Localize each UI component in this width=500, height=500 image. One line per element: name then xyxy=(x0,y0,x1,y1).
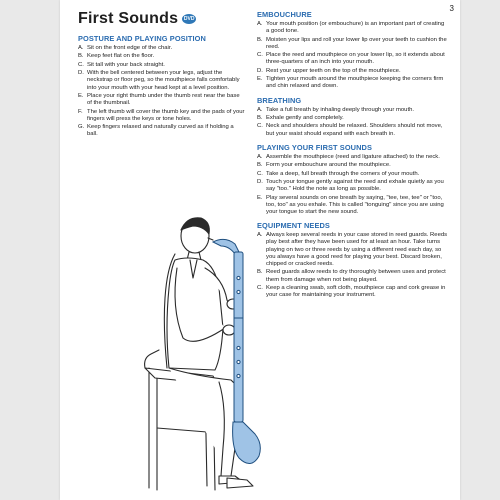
item-letter: F. xyxy=(78,108,83,115)
list-item xyxy=(257,123,449,137)
list-item xyxy=(257,21,449,35)
title-row xyxy=(78,10,196,28)
list-item xyxy=(78,93,246,107)
item-text: Sit on the front edge of the chair. xyxy=(87,45,173,51)
item-text: Rest your upper teeth on the top of the mouthpiece. xyxy=(266,67,401,74)
item-text: Always keep several reeds in your case stored in reed guards. Reeds play best after they have been used for at least an hour. Take turns playing on two or three reeds by using a different reed each day, so you always have a good reed for playing your best. Discard broken, chipped or cracked reeds. xyxy=(266,232,448,267)
item-text: Take a full breath by inhaling deeply through your mouth. xyxy=(266,106,415,113)
item-text: Place your right thumb under the thumb rest near the base of the thumbnail. xyxy=(87,92,240,107)
instruction-list xyxy=(257,232,449,299)
list-item xyxy=(257,68,449,75)
item-letter: G. xyxy=(78,124,85,131)
item-letter: D. xyxy=(257,178,263,185)
list-item xyxy=(257,52,449,66)
list-item xyxy=(78,109,246,123)
right-column xyxy=(257,10,449,304)
section xyxy=(257,10,449,91)
item-text: Tighten your mouth around the mouthpiece keeping the corners firm and chin relaxed and down. xyxy=(266,76,444,90)
item-letter: E. xyxy=(257,76,263,83)
item-text: Sit tall with your back straight. xyxy=(87,61,165,68)
item-letter: C. xyxy=(257,123,263,130)
item-letter: B. xyxy=(257,36,263,43)
list-item xyxy=(257,269,449,283)
page-number: 3 xyxy=(449,4,454,13)
item-text: Keep feet flat on the floor. xyxy=(87,53,155,60)
left-column xyxy=(78,34,246,144)
item-letter: D. xyxy=(78,70,84,77)
item-letter: D. xyxy=(257,67,263,74)
instruction-list xyxy=(257,107,449,138)
section xyxy=(257,221,449,299)
list-item xyxy=(257,195,449,217)
item-letter: B. xyxy=(78,53,84,60)
instruction-list xyxy=(257,154,449,216)
instruction-list xyxy=(78,45,246,139)
item-text: Moisten your lips and roll your lower lip over your teeth to cushion the reed. xyxy=(266,36,447,50)
list-item xyxy=(78,70,246,92)
item-letter: C. xyxy=(257,170,263,177)
list-item xyxy=(257,179,449,193)
list-item xyxy=(257,171,449,178)
list-item xyxy=(78,45,246,52)
item-text: With the bell centered between your legs, adjust the neckstrap or floor peg, so the mouthpiece falls comfortably into your mouth with your head kept at a level position. xyxy=(87,70,240,91)
item-text: Keep fingers relaxed and naturally curved as if holding a ball. xyxy=(87,124,234,138)
item-letter: C. xyxy=(257,284,263,291)
section xyxy=(257,143,449,216)
page-title: First Sounds xyxy=(78,10,179,27)
section-heading: PLAYING YOUR FIRST SOUNDS xyxy=(257,142,373,152)
item-text: Touch your tongue gently against the reed and exhale quietly as you say "too." Hold the note as long as possible. xyxy=(266,178,444,193)
item-letter: B. xyxy=(257,269,263,276)
item-text: Exhale gently and completely. xyxy=(266,114,344,121)
item-text: Your mouth position (or embouchure) is an important part of creating a good tone. xyxy=(266,21,445,35)
item-letter: E. xyxy=(257,194,263,201)
item-letter: A. xyxy=(257,21,263,27)
section-heading: EQUIPMENT NEEDS xyxy=(257,221,330,231)
list-item xyxy=(78,62,246,69)
section-heading: BREATHING xyxy=(257,95,302,105)
section xyxy=(257,96,449,138)
item-letter: A. xyxy=(257,106,263,113)
item-letter: A. xyxy=(78,45,84,51)
item-text: Play several sounds on one breath by saying, "tee, tee, tee" or "too, too, too" as you exhale. This is called "tonguing" since you are using your tongue to start the new sound. xyxy=(266,194,444,215)
list-item xyxy=(257,162,449,169)
item-letter: B. xyxy=(257,162,263,169)
list-item xyxy=(78,124,246,138)
book-page xyxy=(60,0,460,500)
list-item xyxy=(257,107,449,114)
item-text: Reed guards allow reeds to dry thoroughly between uses and protect them from damage when not being played. xyxy=(266,269,446,283)
list-item xyxy=(78,53,246,60)
list-item xyxy=(257,76,449,90)
section-heading: POSTURE AND PLAYING POSITION xyxy=(78,34,206,43)
list-item xyxy=(257,37,449,51)
list-item xyxy=(257,115,449,122)
item-text: Form your embouchure around the mouthpiece. xyxy=(266,162,391,169)
item-letter: B. xyxy=(257,114,263,121)
item-letter: A. xyxy=(257,232,263,239)
list-item xyxy=(257,232,449,268)
item-text: Place the reed and mouthpiece on your lower lip, so it extends about three-quarters of an inch into your mouth. xyxy=(266,52,445,66)
dvd-badge-icon: DVD xyxy=(183,16,195,22)
item-letter: C. xyxy=(257,52,263,59)
item-letter: A. xyxy=(257,153,263,160)
section xyxy=(78,34,246,139)
item-text: Take a deep, full breath through the corners of your mouth. xyxy=(266,170,420,177)
student-playing-bass-clarinet-icon xyxy=(135,208,275,493)
list-item xyxy=(257,285,449,299)
item-text: Assemble the mouthpiece (reed and ligature attached) to the neck. xyxy=(266,153,440,160)
item-text: Keep a cleaning swab, soft cloth, mouthpiece cap and cork grease in your case for maintaining your instrument. xyxy=(266,284,446,299)
list-item xyxy=(257,154,449,161)
item-text: Neck and shoulders should be relaxed. Shoulders should not move, but your waist should expand with each breath in. xyxy=(266,123,443,137)
section-heading: EMBOUCHURE xyxy=(257,10,312,19)
instruction-list xyxy=(257,21,449,91)
item-text: The left thumb will cover the thumb key and the pads of your fingers will press the keys or tone holes. xyxy=(87,108,245,122)
item-letter: E. xyxy=(78,92,84,99)
item-letter: C. xyxy=(78,61,84,68)
